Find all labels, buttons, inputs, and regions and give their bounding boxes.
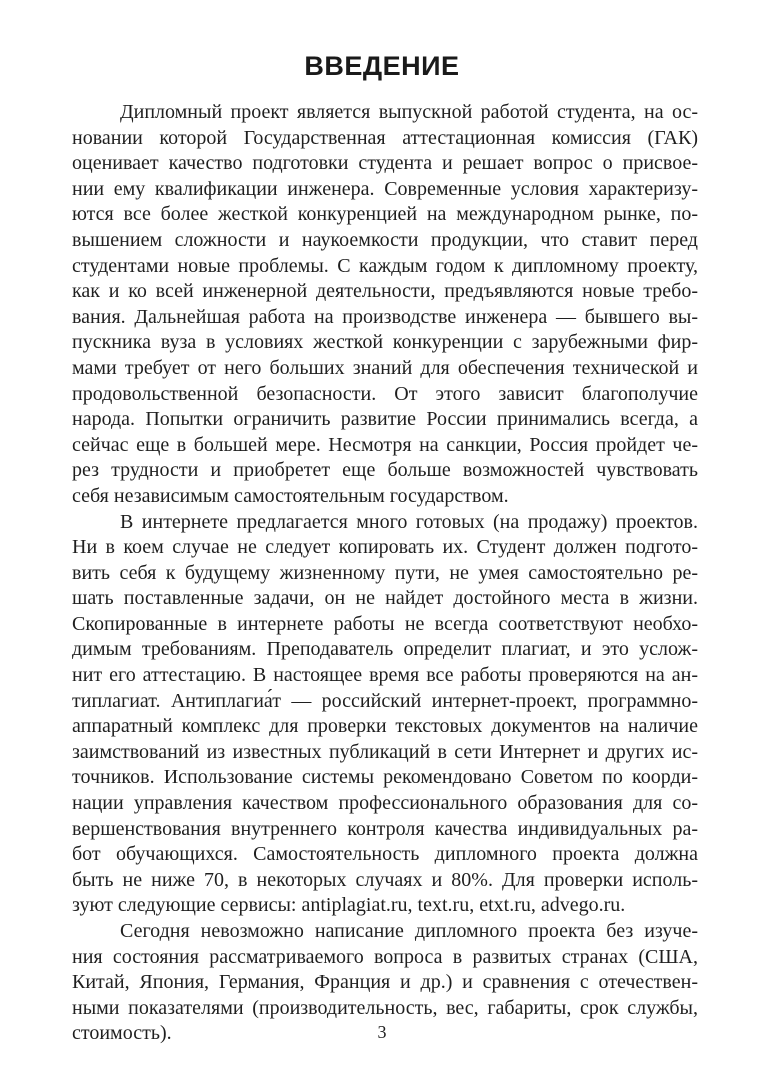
text-line: ными показателями (производительность, вес, габариты, срок службы, [72, 996, 698, 1019]
text-line: как и ко всей инженерной деятельности, предъявляются новые требо- [72, 280, 698, 303]
text-line: димым требованиям. Преподаватель определит плагиат, и это услож- [72, 638, 698, 661]
text-line: оценивает качество подготовки студента и решает вопрос о присвое- [72, 152, 698, 175]
text-line: Сегодня невозможно написание дипломного проекта без изуче- [120, 920, 698, 942]
text-line: ния состояния рассматриваемого вопроса в развитых странах (США, [72, 945, 698, 968]
text-line: стоимость). [72, 1022, 172, 1045]
text-line: ются все более жесткой конкуренцией на международном рынке, по- [72, 203, 698, 226]
text-line: типлагиат. Антиплагиа́т — российский интернет-проект, программно- [72, 689, 698, 712]
text-line: точников. Использование системы рекомендовано Советом по коорди- [72, 766, 698, 789]
page-title: ВВЕДЕНИЕ [304, 51, 460, 81]
text-line: Дипломный проект является выпускной работой студента, на ос- [120, 101, 698, 123]
text-line: быть не ниже 70, в некоторых случаях и 80%. Для проверки исполь- [72, 868, 698, 891]
text-line: вания. Дальнейшая работа на производстве инженера — бывшего вы- [72, 305, 698, 328]
text-line: В интернете предлагается много готовых (на продажу) проектов. [120, 510, 698, 533]
text-line: вышением сложности и наукоемкости продукции, что ставит перед [72, 228, 698, 251]
text-line: сейчас еще в большей мере. Несмотря на санкции, Россия пройдет че- [72, 433, 698, 456]
text-line: нии ему квалификации инженера. Современные условия характеризу- [72, 177, 698, 200]
text-line: продовольственной безопасности. От этого зависит благополучие [72, 382, 698, 405]
text-line: пускника вуза в условиях жесткой конкуренции с зарубежными фир- [72, 331, 698, 354]
text-line: Ни в коем случае не следует копировать их. Студент должен подгото- [72, 536, 698, 559]
paragraph-2 [72, 510, 698, 920]
text-line: нит его аттестацию. В настоящее время все работы проверяются на ан- [72, 664, 698, 687]
text-line: народа. Попытки ограничить развитие России принимались всегда, а [72, 408, 698, 431]
text-line: Скопированные в интернете работы не всегда соответствуют необхо- [72, 612, 698, 635]
text-line: вершенствования внутреннего контроля качества индивидуальных ра- [72, 817, 698, 840]
text-line: рез трудности и приобретет еще больше возможностей чувствовать [72, 459, 698, 482]
text-line: Китай, Япония, Германия, Франция и др.) и сравнения с отечествен- [72, 971, 698, 994]
text-line: заимствований из известных публикаций в сети Интернет и других ис- [72, 740, 698, 763]
text-line: себя независимым самостоятельным государством. [72, 484, 509, 507]
text-line: вить себя к будущему жизненному пути, не умея самостоятельно ре- [72, 561, 698, 584]
text-line: бот обучающихся. Самостоятельность дипломного проекта должна [72, 843, 698, 866]
text-line: студентами новые проблемы. С каждым годом к дипломному проекту, [72, 254, 698, 277]
text-line: новании которой Государственная аттестационная комиссия (ГАК) [72, 126, 698, 149]
page-number: 3 [377, 1022, 387, 1042]
text-line: аппаратный комплекс для проверки текстовых документов на наличие [72, 715, 698, 738]
paragraph-1 [72, 100, 698, 510]
text-line: нации управления качеством профессионального образования для со- [72, 792, 698, 815]
text-line: зуют следующие сервисы: antiplagiat.ru, text.ru, etxt.ru, advego.ru. [72, 894, 626, 917]
text-line: мами требует от него больших знаний для обеспечения технической и [72, 356, 698, 379]
text-line: шать поставленные задачи, он не найдет достойного места в жизни. [72, 587, 698, 610]
body-text [72, 100, 698, 1047]
